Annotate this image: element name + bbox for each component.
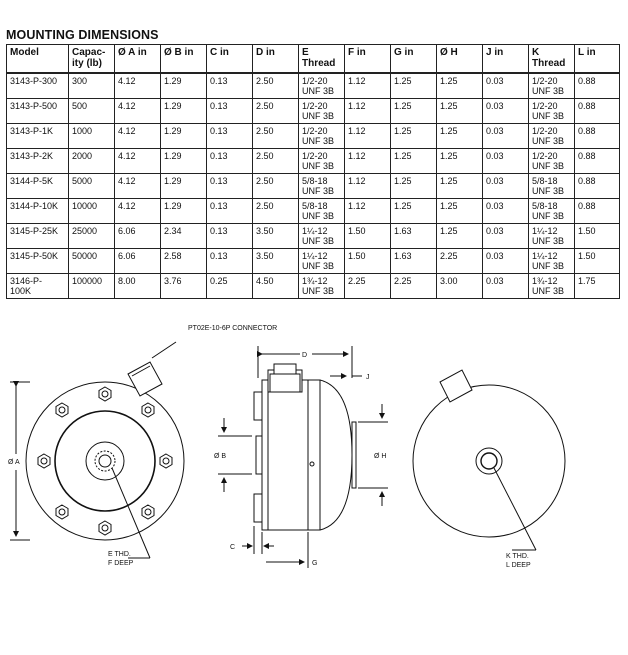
dim-j-label: J bbox=[366, 374, 370, 381]
table-cell: 1.25 bbox=[391, 124, 437, 149]
table-cell: 1.12 bbox=[345, 99, 391, 124]
table-cell: 2000 bbox=[69, 149, 115, 174]
table-cell: 0.03 bbox=[483, 199, 529, 224]
table-cell: 4.12 bbox=[115, 124, 161, 149]
table-cell: 0.88 bbox=[575, 149, 620, 174]
table-cell: 0.03 bbox=[483, 99, 529, 124]
table-cell: 6.06 bbox=[115, 249, 161, 274]
column-header: C in bbox=[207, 45, 253, 74]
table-cell: 0.03 bbox=[483, 124, 529, 149]
table-cell: 3146-P- 100K bbox=[7, 274, 69, 299]
table-cell: 0.13 bbox=[207, 124, 253, 149]
table-cell: 500 bbox=[69, 99, 115, 124]
table-cell: 1/2-20 UNF 3B bbox=[299, 73, 345, 99]
table-cell: 2.50 bbox=[253, 199, 299, 224]
table-cell: 2.58 bbox=[161, 249, 207, 274]
column-header: Ø A in bbox=[115, 45, 161, 74]
table-cell: 5/8-18 UNF 3B bbox=[299, 199, 345, 224]
table-cell: 0.13 bbox=[207, 99, 253, 124]
column-header: G in bbox=[391, 45, 437, 74]
table-cell: 4.50 bbox=[253, 274, 299, 299]
table-cell: 0.13 bbox=[207, 149, 253, 174]
table-cell: 1.25 bbox=[437, 199, 483, 224]
table-cell: 4.12 bbox=[115, 174, 161, 199]
table-cell: 1.29 bbox=[161, 149, 207, 174]
table-row bbox=[7, 249, 620, 274]
table-cell: 5000 bbox=[69, 174, 115, 199]
table-cell: 0.88 bbox=[575, 99, 620, 124]
dim-g-label: G bbox=[312, 560, 318, 567]
section-title: MOUNTING DIMENSIONS bbox=[6, 28, 159, 42]
table-cell: 1.50 bbox=[575, 249, 620, 274]
column-header: Model bbox=[7, 45, 69, 74]
table-cell: 0.13 bbox=[207, 199, 253, 224]
table-cell: 1.25 bbox=[391, 199, 437, 224]
side-view bbox=[218, 346, 388, 568]
table-cell: 0.88 bbox=[575, 73, 620, 99]
column-header: J in bbox=[483, 45, 529, 74]
table-cell: 1.12 bbox=[345, 174, 391, 199]
table-cell: 8.00 bbox=[115, 274, 161, 299]
table-cell: 4.12 bbox=[115, 149, 161, 174]
table-cell: 1¾-12 UNF 3B bbox=[529, 274, 575, 299]
dim-a-label: Ø A bbox=[8, 459, 20, 466]
table-cell: 0.88 bbox=[575, 174, 620, 199]
table-cell: 1.29 bbox=[161, 73, 207, 99]
table-row bbox=[7, 199, 620, 224]
table-cell: 0.03 bbox=[483, 274, 529, 299]
dim-c-label: C bbox=[230, 544, 236, 551]
table-cell: 1/2-20 UNF 3B bbox=[529, 149, 575, 174]
dim-h-label: Ø H bbox=[374, 453, 387, 460]
table-cell: 1.25 bbox=[391, 174, 437, 199]
table-cell: 10000 bbox=[69, 199, 115, 224]
l-deep-label: L DEEP bbox=[506, 562, 531, 569]
table-cell: 1.12 bbox=[345, 124, 391, 149]
table-cell: 3143-P-2K bbox=[7, 149, 69, 174]
table-cell: 5/8-18 UNF 3B bbox=[529, 174, 575, 199]
table-cell: 3.50 bbox=[253, 249, 299, 274]
table-cell: 1.63 bbox=[391, 249, 437, 274]
table-cell: 3143-P-1K bbox=[7, 124, 69, 149]
table-cell: 3145-P-50K bbox=[7, 249, 69, 274]
table-cell: 1.25 bbox=[437, 149, 483, 174]
table-cell: 2.25 bbox=[391, 274, 437, 299]
table-cell: 1¼-12 UNF 3B bbox=[529, 249, 575, 274]
table-cell: 0.13 bbox=[207, 73, 253, 99]
table-cell: 1¾-12 UNF 3B bbox=[299, 274, 345, 299]
table-cell: 1.75 bbox=[575, 274, 620, 299]
table-cell: 1000 bbox=[69, 124, 115, 149]
table-cell: 2.50 bbox=[253, 73, 299, 99]
table-row bbox=[7, 224, 620, 249]
table-row bbox=[7, 124, 620, 149]
table-cell: 6.06 bbox=[115, 224, 161, 249]
table-cell: 1.29 bbox=[161, 124, 207, 149]
mounting-diagram bbox=[0, 318, 628, 655]
table-cell: 3.00 bbox=[437, 274, 483, 299]
table-cell: 4.12 bbox=[115, 199, 161, 224]
column-header: Capac- ity (lb) bbox=[69, 45, 115, 74]
table-row bbox=[7, 73, 620, 99]
table-cell: 1.12 bbox=[345, 199, 391, 224]
table-cell: 1¼-12 UNF 3B bbox=[299, 249, 345, 274]
table-cell: 1/2-20 UNF 3B bbox=[529, 73, 575, 99]
table-cell: 0.25 bbox=[207, 274, 253, 299]
table-cell: 0.88 bbox=[575, 199, 620, 224]
table-header-row bbox=[7, 45, 620, 74]
table-cell: 1.12 bbox=[345, 73, 391, 99]
table-cell: 0.03 bbox=[483, 249, 529, 274]
table-cell: 1/2-20 UNF 3B bbox=[529, 99, 575, 124]
table-cell: 0.03 bbox=[483, 174, 529, 199]
table-cell: 3143-P-300 bbox=[7, 73, 69, 99]
table-cell: 1.25 bbox=[437, 73, 483, 99]
table-cell: 0.13 bbox=[207, 224, 253, 249]
table-cell: 0.88 bbox=[575, 124, 620, 149]
table-cell: 3144-P-10K bbox=[7, 199, 69, 224]
table-cell: 1.25 bbox=[391, 73, 437, 99]
table-cell: 0.03 bbox=[483, 149, 529, 174]
mounting-dimensions-table bbox=[6, 44, 620, 299]
table-cell: 0.03 bbox=[483, 73, 529, 99]
table-cell: 1.12 bbox=[345, 149, 391, 174]
table-cell: 2.50 bbox=[253, 99, 299, 124]
table-cell: 1.25 bbox=[437, 99, 483, 124]
rear-view bbox=[413, 370, 565, 550]
table-cell: 4.12 bbox=[115, 99, 161, 124]
table-cell: 100000 bbox=[69, 274, 115, 299]
dim-d-label: D bbox=[302, 352, 308, 359]
table-cell: 4.12 bbox=[115, 73, 161, 99]
table-cell: 5/8-18 UNF 3B bbox=[299, 174, 345, 199]
table-cell: 3144-P-5K bbox=[7, 174, 69, 199]
table-cell: 2.50 bbox=[253, 149, 299, 174]
column-header: Ø H bbox=[437, 45, 483, 74]
table-cell: 3145-P-25K bbox=[7, 224, 69, 249]
table-cell: 1.29 bbox=[161, 199, 207, 224]
table-cell: 3143-P-500 bbox=[7, 99, 69, 124]
table-row bbox=[7, 149, 620, 174]
table-cell: 25000 bbox=[69, 224, 115, 249]
table-cell: 1/2-20 UNF 3B bbox=[299, 124, 345, 149]
table-cell: 3.50 bbox=[253, 224, 299, 249]
front-view bbox=[10, 342, 184, 558]
table-cell: 2.25 bbox=[345, 274, 391, 299]
table-cell: 1.50 bbox=[345, 224, 391, 249]
column-header: K Thread bbox=[529, 45, 575, 74]
table-row bbox=[7, 274, 620, 299]
table-row bbox=[7, 99, 620, 124]
table-cell: 2.50 bbox=[253, 174, 299, 199]
table-cell: 1.25 bbox=[437, 224, 483, 249]
table-cell: 1.29 bbox=[161, 99, 207, 124]
table-cell: 1.25 bbox=[391, 149, 437, 174]
table-cell: 0.13 bbox=[207, 249, 253, 274]
table-cell: 2.25 bbox=[437, 249, 483, 274]
table-cell: 1.29 bbox=[161, 174, 207, 199]
table-cell: 2.50 bbox=[253, 124, 299, 149]
column-header: D in bbox=[253, 45, 299, 74]
table-cell: 1.25 bbox=[437, 174, 483, 199]
table-cell: 1.25 bbox=[437, 124, 483, 149]
table-row bbox=[7, 174, 620, 199]
table-cell: 50000 bbox=[69, 249, 115, 274]
column-header: E Thread bbox=[299, 45, 345, 74]
table-cell: 1/2-20 UNF 3B bbox=[299, 149, 345, 174]
table-cell: 1¼-12 UNF 3B bbox=[299, 224, 345, 249]
f-deep-label: F DEEP bbox=[108, 560, 134, 567]
e-thread-label: E THD. bbox=[108, 551, 131, 558]
column-header: L in bbox=[575, 45, 620, 74]
column-header: F in bbox=[345, 45, 391, 74]
column-header: Ø B in bbox=[161, 45, 207, 74]
table-cell: 3.76 bbox=[161, 274, 207, 299]
table-cell: 1/2-20 UNF 3B bbox=[529, 124, 575, 149]
table-cell: 5/8-18 UNF 3B bbox=[529, 199, 575, 224]
table-cell: 1.63 bbox=[391, 224, 437, 249]
connector-label: PT02E-10-6P CONNECTOR bbox=[188, 325, 278, 332]
table-cell: 2.34 bbox=[161, 224, 207, 249]
table-cell: 1.50 bbox=[345, 249, 391, 274]
k-thread-label: K THD. bbox=[506, 553, 529, 560]
table-cell: 1¼-12 UNF 3B bbox=[529, 224, 575, 249]
table-cell: 0.13 bbox=[207, 174, 253, 199]
table-cell: 0.03 bbox=[483, 224, 529, 249]
table-cell: 1.50 bbox=[575, 224, 620, 249]
table-cell: 1/2-20 UNF 3B bbox=[299, 99, 345, 124]
dim-b-label: Ø B bbox=[214, 453, 227, 460]
table-cell: 1.25 bbox=[391, 99, 437, 124]
table-cell: 300 bbox=[69, 73, 115, 99]
